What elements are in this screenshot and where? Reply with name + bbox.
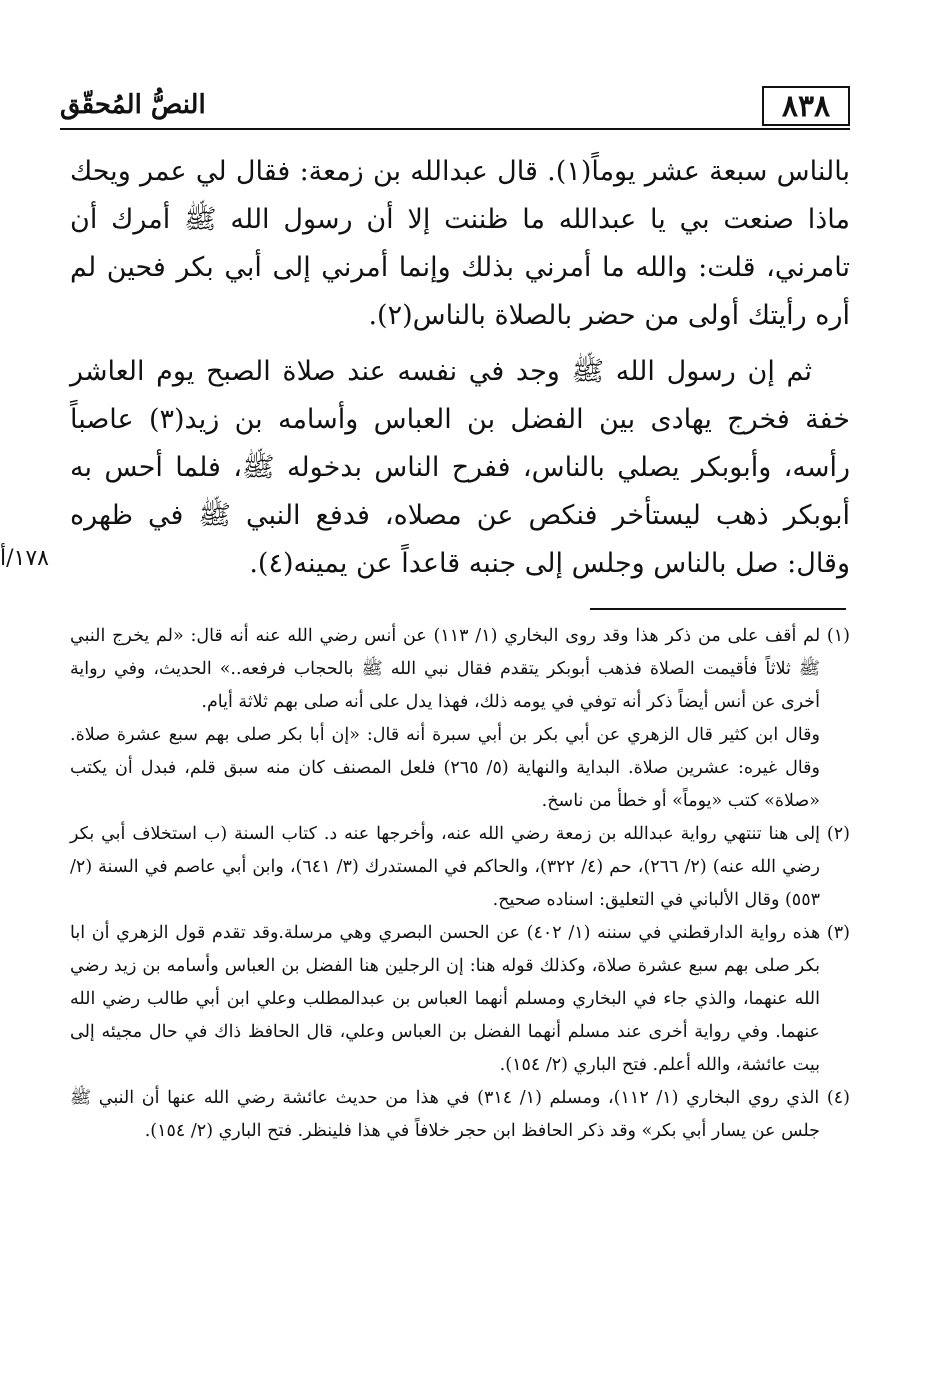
page-number: ٨٣٨ [762,86,850,126]
header-rule [60,128,850,130]
footnote: (٢) إلى هنا تنتهي رواية عبدالله بن زمعة رضي الله عنه، وأخرجها عنه د. كتاب السنة (ب استخلاف أبي بكر رضي الله عنه) (٢/ ٢٦٦)، حم (٤/ ٣٢٢)، والحاكم في المستدرك (٣/ ٦٤١)، وابن أبي عاصم في السنة (٢/ ٥٥٣) وقال الألباني في التعليق: اسناده صحيح. [70,824,850,910]
footnotes [70,620,850,1148]
page-header [60,80,850,132]
footnote: (١) لم أقف على من ذكر هذا وقد روى البخاري (١/ ١١٣) عن أنس رضي الله عنه أنه قال: «لم يخرج النبي ﷺ ثلاثاً فأقيمت الصلاة فذهب أبوبكر يتقدم فقال نبي الله ﷺ بالحجاب فرفعه..» الحديث، وفي رواية أخرى عن أنس أيضاً ذكر أنه توفي في يومه ذلك، فهذا يدل على أنه صلى بهم ثلاثة أيام. [70,626,850,712]
footnote: (٣) هذه رواية الدارقطني في سننه (١/ ٤٠٢) عن الحسن البصري وهي مرسلة.وقد تقدم قول الزهري أن ابا بكر صلى بهم سبع عشرة صلاة، وكذلك قوله هنا: إن الرجلين هنا الفضل بن العباس وأسامه بن زيد رضي الله عنهما، والذي جاء في البخاري ومسلم أنهما العباس بن عبدالمطلب وعلي ابن أبي طالب رضي الله عنهما. وفي رواية أخرى عند مسلم أنهما الفضل بن العباس وعلي، قال الحافظ ذاك في حال مجيئه إلى بيت عائشة، والله أعلم. فتح الباري (٢/ ١٥٤). [70,923,850,1075]
main-paragraph: بالناس سبعة عشر يوماً(١). قال عبدالله بن زمعة: فقال لي عمر ويحك ماذا صنعت بي يا عبدالله ما ظننت إلا أن رسول الله ﷺ أمرك أن تامرني، قلت: والله ما أمرني بذلك وإنما أمرني إلى أبي بكر فحين لم أره رأيتك أولى من حضر بالصلاة بالناس(٢). [70,156,850,331]
margin-folio-note: ١٧٨/أ [0,546,49,571]
running-title: النصُّ المُحقّق [60,90,206,120]
footnote-separator [590,608,846,610]
main-paragraph: ثم إن رسول الله ﷺ وجد في نفسه عند صلاة الصبح يوم العاشر خفة فخرج يهادى بين الفضل بن العباس وأسامه بن زيد(٣) عاصباً رأسه، وأبوبكر يصلي بالناس، ففرح الناس بدخوله ﷺ، فلما أحس به أبوبكر ذهب ليستأخر فنكص عن مصلاه، فدفع النبي ﷺ في ظهره وقال: صل بالناس وجلس إلى جنبه قاعداً عن يمينه(٤). [70,356,850,579]
footnote: وقال ابن كثير قال الزهري عن أبي بكر بن أبي سبرة أنه قال: «إن أبا بكر صلى بهم سبع عشرة صلاة. وقال غيره: عشرين صلاة. البداية والنهاية (٥/ ٢٦٥) فلعل المصنف كان منه سبق قلم، فبدل أن يكتب «صلاة» كتب «يوماً» أو خطأ من ناسخ. [70,725,820,811]
main-text [70,148,850,596]
footnote: (٤) الذي روي البخاري (١/ ١١٢)، ومسلم (١/ ٣١٤) في هذا من حديث عائشة رضي الله عنها أن النبي ﷺ جلس عن يسار أبي بكر» وقد ذكر الحافظ ابن حجر خلافاً في هذا فلينظر. فتح الباري (٢/ ١٥٤). [70,1088,850,1141]
